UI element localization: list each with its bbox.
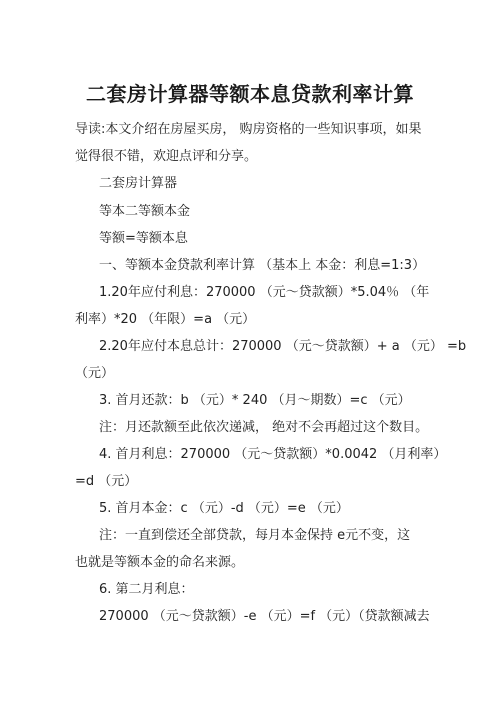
document-title: 二套房计算器等额本息贷款利率计算: [86, 82, 414, 106]
paragraph-line: 等本二等额本金: [99, 204, 191, 219]
formula-line: （元）: [75, 366, 115, 381]
note-line: 也就是等额本金的命名来源。: [75, 555, 245, 570]
note-line: 注：一直到偿还全部贷款，每月本金保持 e元不变，这: [99, 528, 411, 543]
section-heading: 一、等额本金贷款利率计算 （基本上 本金：利息=1:3）: [99, 258, 426, 273]
formula-line: 2.20年应付本息总计：270000 （元～贷款额）+ a （元） =b: [99, 339, 467, 354]
section-heading: 二套房计算器: [99, 176, 178, 191]
formula-line: 3. 首月还款：b （元）* 240 （月～期数）=c （元）: [99, 393, 411, 408]
note-line: 注：月还款额至此依次递减， 绝对不会再超过这个数目。: [99, 420, 429, 435]
formula-line: 6. 第二月利息：: [99, 582, 194, 597]
formula-line: 利率）*20 （年限）=a （元）: [75, 312, 256, 327]
formula-line: 4. 首月利息：270000 （元～贷款额）*0.0042 （月利率）: [99, 447, 447, 462]
formula-line: 270000 （元～贷款额）-e （元）=f （元）（贷款额减去: [99, 609, 430, 624]
formula-line: =d （元）: [75, 474, 138, 489]
paragraph-line: 觉得很不错，欢迎点评和分享。: [75, 149, 258, 164]
formula-line: 5. 首月本金：c （元）-d （元）=e （元）: [99, 501, 349, 516]
paragraph-line: 等额=等额本息: [99, 231, 188, 246]
formula-line: 1.20年应付利息：270000 （元～贷款额）*5.04％ （年: [99, 285, 430, 300]
paragraph-line: 导读:本文介绍在房屋买房， 购房资格的一些知识事项，如果: [75, 122, 422, 137]
